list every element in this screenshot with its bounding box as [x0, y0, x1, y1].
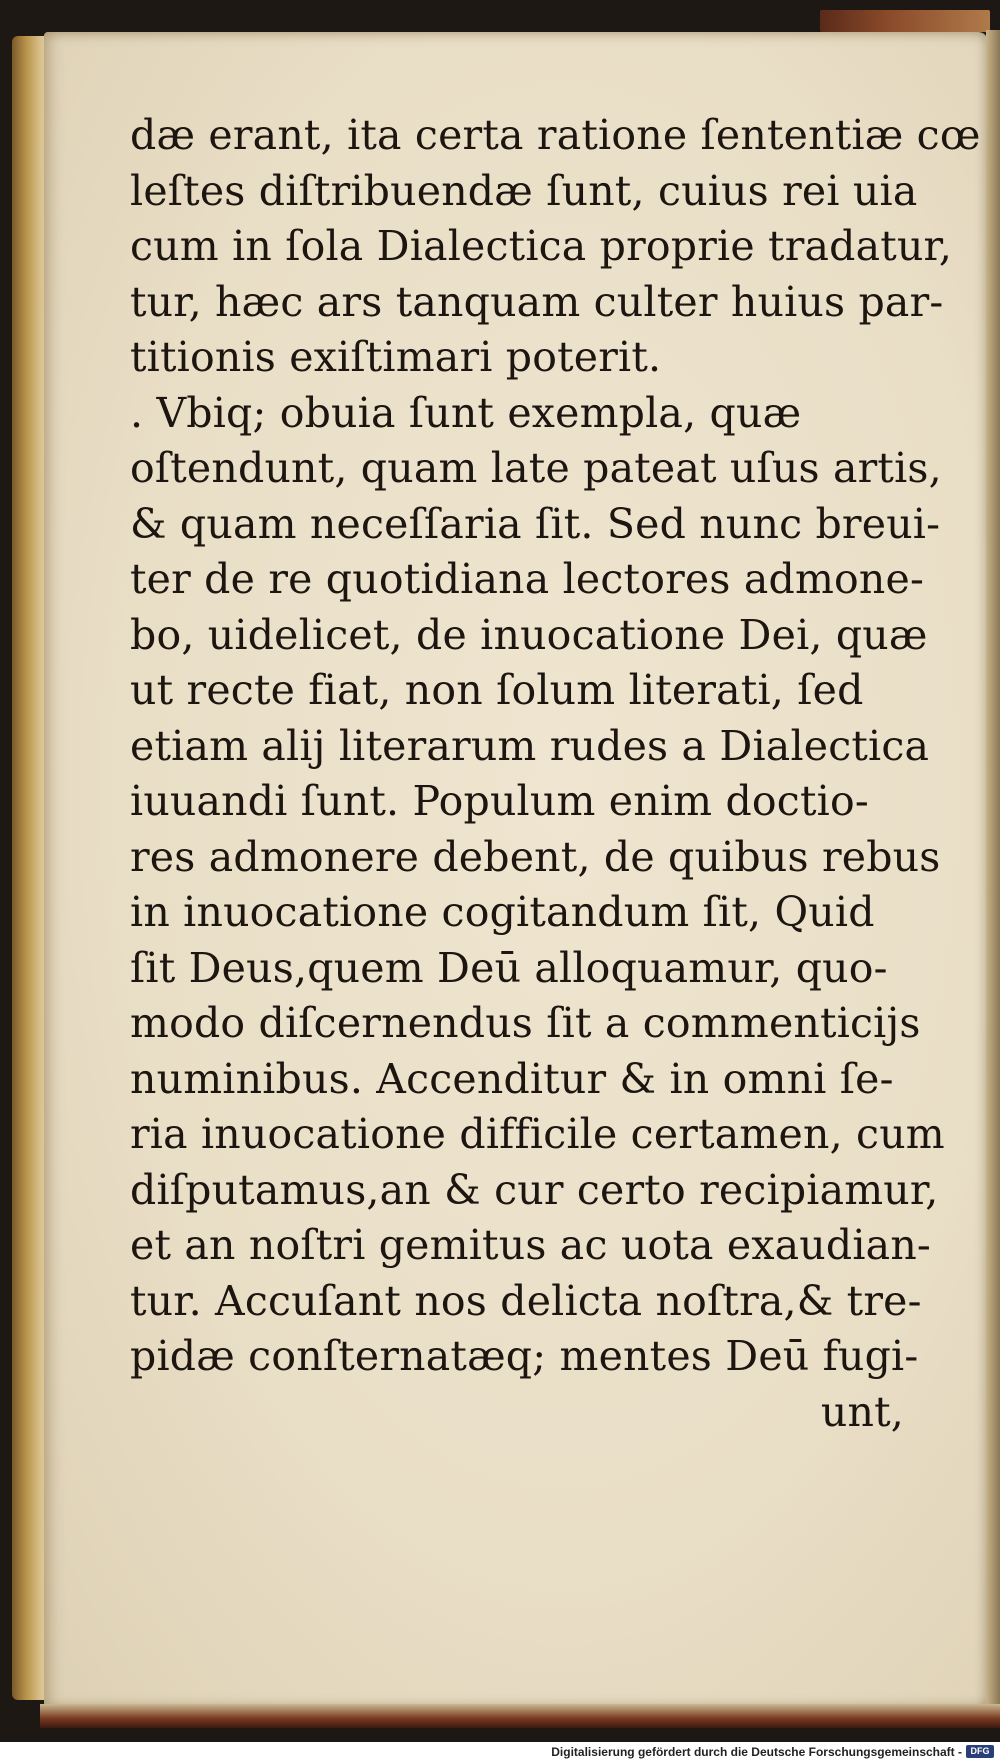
footer-credit: Digitalisierung gefördert durch die Deutsche Forschungsgemeinschaft - [551, 1745, 962, 1759]
text-line: & quam neceſſaria ſit. Sed nunc breui- [130, 499, 941, 548]
text-line: ut recte fiat, non ſolum literati, ſed [130, 666, 864, 714]
text-line: etiam alij literarum rudes a Dialectica [130, 721, 930, 770]
text-line: ſit Deus,quem Deū alloquamur, quo- [130, 943, 888, 992]
text-line: bo, uidelicet, de inuocatione Dei, quæ [130, 610, 928, 659]
text-line: tur. Accuſant nos delicta noſtra,& tre- [130, 1276, 922, 1325]
text-line: ter de re quotidiana lectores admone- [130, 555, 925, 603]
text-line: leſtes diſtribuendæ ſunt, cuius rei uia [130, 166, 918, 215]
text-line: . Vbiq; obuia ſunt exempla, quæ [130, 388, 802, 437]
text-line: modo diſcernendus ſit a commenticijs [130, 999, 921, 1047]
text-line: res admonere debent, de quibus rebus [130, 832, 941, 881]
text-line: et an noſtri gemitus ac uota exaudian- [130, 1221, 931, 1269]
text-line: numinibus. Accenditur & in omni ſe- [130, 1054, 894, 1103]
catchword: unt, [820, 1387, 904, 1436]
page-text [130, 108, 981, 1440]
text-line: pidæ conſternatæq; mentes Deū fugi- [130, 1332, 919, 1380]
page-right-edge [986, 30, 1000, 1710]
text-line: dæ erant, ita certa ratione ſententiæ cœ [130, 111, 981, 159]
book-top-edge [820, 10, 990, 32]
text-line: tur, hæc ars tanquam culter huius par- [130, 277, 944, 326]
text-line: ria inuocatione difficile certamen, cum [130, 1110, 945, 1158]
text-line: diſputamus,an & cur certo recipiamur, [130, 1165, 939, 1214]
dfg-logo-icon: DFG [966, 1745, 994, 1758]
text-line: oſtendunt, quam late pateat uſus artis, [130, 444, 942, 492]
text-line: in inuocatione cogitandum ſit, Quid [130, 888, 875, 936]
text-line: iuuandi ſunt. Populum enim doctio- [130, 777, 869, 825]
text-line: cum in ſola Dialectica proprie tradatur, [130, 222, 953, 270]
text-line: titionis exiſtimari poterit. [130, 333, 662, 381]
book-bottom-edge [40, 1704, 1000, 1728]
